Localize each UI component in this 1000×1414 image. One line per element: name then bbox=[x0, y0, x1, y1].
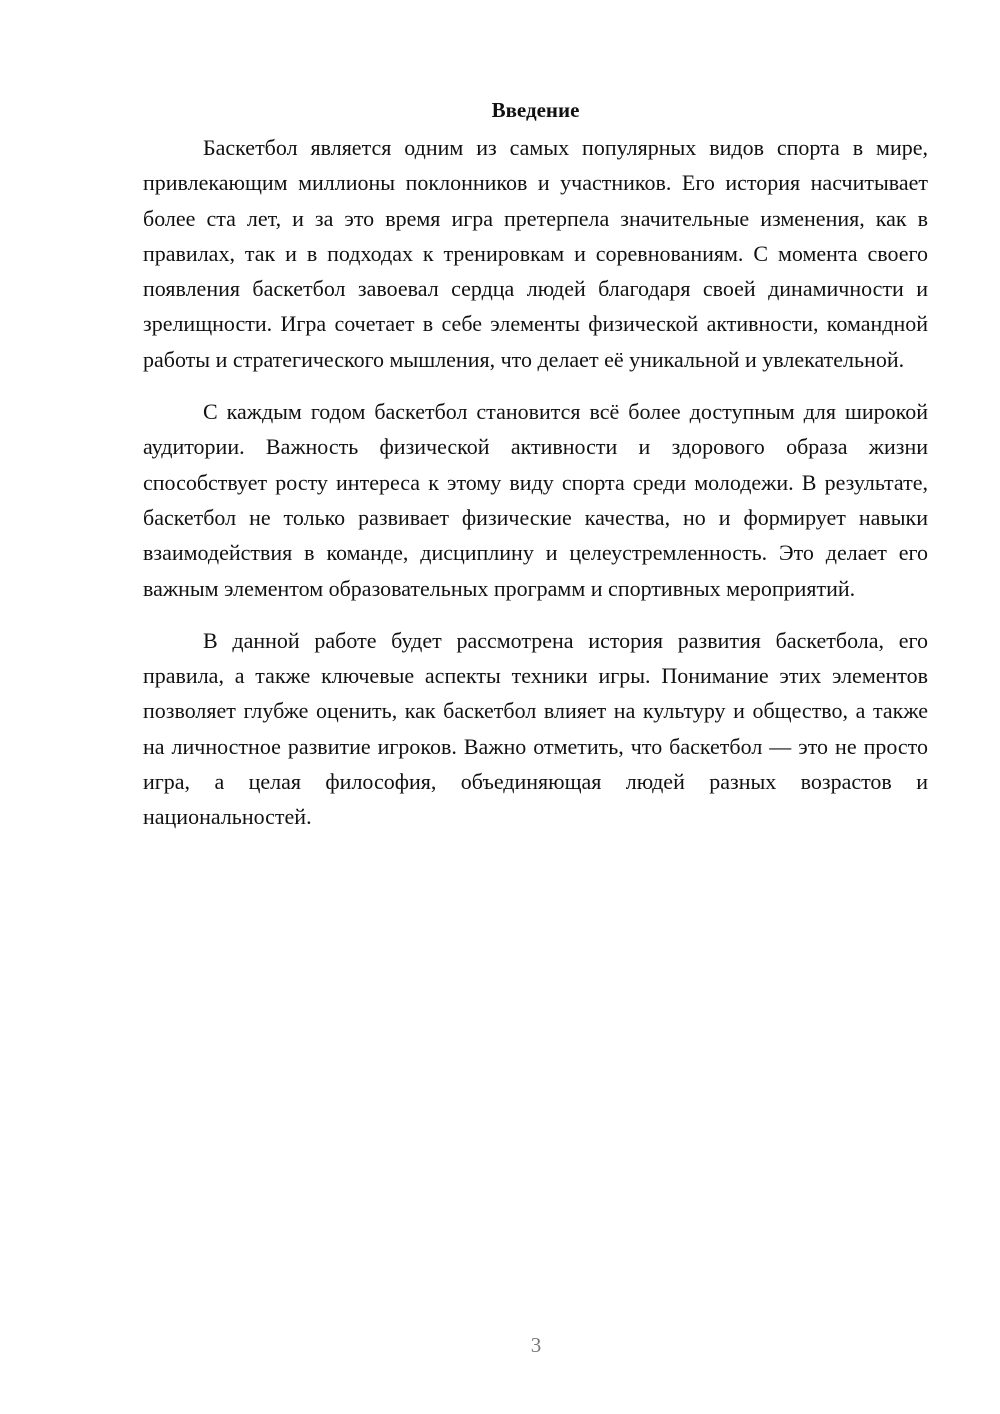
paragraph-accessibility: С каждым годом баскетбол становится всё более доступным для широкой аудитории. Важность физической активности и здорового образа жизни способствует росту интереса к этому виду спорта среди молодежи. В результате, баскетбол не только развивает физические качества, но и формирует навыки взаимодействия в команде, дисциплину и целеустремленность. Это делает его важным элементом образовательных программ и спортивных мероприятий. bbox=[143, 399, 928, 601]
page-number: 3 bbox=[530, 1333, 542, 1357]
document-body bbox=[143, 95, 928, 852]
paragraph-scope: В данной работе будет рассмотрена история развития баскетбола, его правила, а также ключевые аспекты техники игры. Понимание этих элементов позволяет глубже оценить, как баскетбол влияет на культуру и общество, а также на личностное развитие игроков. Важно отметить, что баскетбол — это не просто игра, а целая философия, объединяющая людей разных возрастов и национальностей. bbox=[143, 627, 928, 830]
section-heading: Введение bbox=[491, 98, 580, 122]
paragraph-intro: Баскетбол является одним из самых популярных видов спорта в мире, привлекающим миллионы поклонников и участников. Его история насчитывает более ста лет, и за это время игра претерпела значительные изменения, как в правилах, так и в подходах к тренировкам и соревнованиям. С момента своего появления баскетбол завоевал сердца людей благодаря своей динамичности и зрелищности. Игра сочетает в себе элементы физической активности, командной работы и стратегического мышления, что делает её уникальной и увлекательной. bbox=[143, 135, 928, 372]
